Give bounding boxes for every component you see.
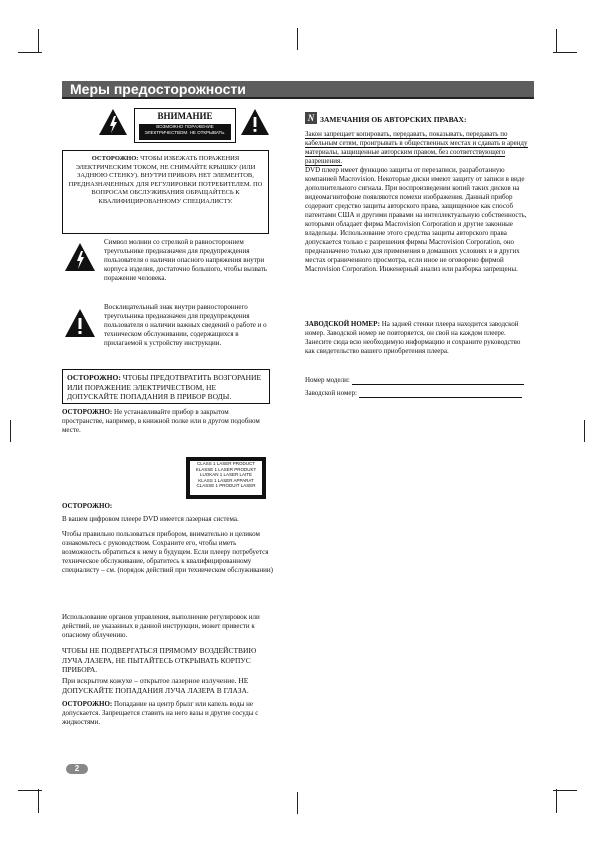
crop-mark <box>584 420 585 442</box>
fire-caution-box <box>62 369 270 404</box>
laser-label-line: KLASS 1 LASER APPARAT <box>198 477 254 483</box>
crop-mark <box>18 790 42 791</box>
bookcase-caution <box>62 408 272 435</box>
crop-mark <box>297 792 298 814</box>
fire-caution-body: ЧТОБЫ ПРЕДОТВРАТИТЬ ВОЗГОРАНИЕ ИЛИ ПОРАЖЕНИЕ ЭЛЕКТРИЧЕСТВОМ, НЕ ДОПУСКАЙТЕ ПОПАДАНИЯ В ПРИБОР ВОДЫ. <box>67 373 262 401</box>
crop-mark <box>553 790 577 791</box>
crop-mark <box>553 52 577 53</box>
laser-label-line: CLASSE 1 PRODUIT LASER <box>196 483 256 488</box>
copyright-text: DVD плеер имеет функцию защиты от перезаписи, разработанную компанией Macrovision. Некоторые диски имеют защиту от записи в виде дополнительного сигнала. При воспроизведении копий таких дисков на видеомагнитофоне появляются помехи изображения. Данный прибор содержит средство защиты авторского права, защищенное как способ патентами США и другими правами на интеллектуальную собственность, которыми обладает фирма Macrovision Corporation и другие законные владельцы. Использование этого средства защиты авторского права допускается только с разрешения фирмы Macrovision Corporation, оно предназначено только для применения в домашних условиях и в других местах ограниченного просмотра, если иное не оговорено фирмой Macrovision Corporation. Инженерный анализ или разборка запрещены. <box>305 166 527 273</box>
serial-number-section <box>305 320 531 356</box>
copyright-title: ЗАМЕЧАНИЯ ОБ АВТОРСКИХ ПРАВАХ: <box>320 115 467 124</box>
laser-caution-p2: Чтобы правильно пользоваться прибором, внимательно и целиком ознакомьтесь с руководством. Сохраните его, чтобы иметь возможность обратиться к нему в будущем. Если плееру потребуется техническое обслуживание, обратитесь к квалифицированному специалисту – см. (порядок действий при техническом обслуживании) <box>62 530 273 574</box>
laser-caution-p4: ЧТОБЫ НЕ ПОДВЕРГАТЬСЯ ПРЯМОМУ ВОЗДЕЙСТВИЮ ЛУЧА ЛАЗЕРА, НЕ ПЫТАЙТЕСЬ ОТКРЫВАТЬ КОРПУС ПРИБОРА. <box>62 646 257 674</box>
caution-box-text <box>67 155 264 206</box>
page-number-badge <box>66 764 88 774</box>
laser-caution-p1: В вашем цифровом плеере DVD имеется лазерная система. <box>62 515 239 523</box>
section-header <box>62 81 534 99</box>
water-caution-body: Попадание на центр брызг или капель воды не допускается. Запрещается ставить на него вазы и другие сосуды с жидкостями. <box>62 700 259 726</box>
water-caution-label: ОСТОРОЖНО: <box>62 700 113 708</box>
serial-number-line <box>305 389 535 398</box>
model-number-line <box>305 376 535 385</box>
laser-label-line: LUOKAN 1 LASER LAITE <box>199 472 253 477</box>
warning-subtitle: ВОЗМОЖНО ПОРАЖЕНИЕ ЭЛЕКТРИЧЕСТВОМ. НЕ ОТКРЫВАТЬ. <box>139 124 231 140</box>
page-number: 2 <box>74 764 80 773</box>
warning-box <box>134 108 236 143</box>
fire-caution-label: ОСТОРОЖНО: <box>67 373 121 382</box>
lightning-symbol-description: Символ молнии со стрелкой в равностороннем треугольнике предназначен для предупреждения пользователя о наличии опасного напряжения внутри корпуса изделия, достаточно большого, чтобы вызвать поражение человека. <box>104 238 267 282</box>
laser-label-inner <box>190 461 262 495</box>
water-caution <box>62 700 274 727</box>
crop-mark <box>556 789 557 813</box>
exclamation-warning-icon <box>240 108 270 136</box>
lightning-symbol-icon <box>64 242 96 272</box>
fire-caution-text <box>67 373 267 402</box>
crop-mark <box>297 28 298 50</box>
laser-label-line: CLASS 1 LASER PRODUCT <box>196 461 256 466</box>
laser-caution-p3: Использование органов управления, выполнение регулировок или действий, не указанных в данной инструкции, может привести к опасному облучению. <box>62 613 260 639</box>
caution-box-body: ЧТОБЫ ИЗБЕЖАТЬ ПОРАЖЕНИЯ ЭЛЕКТРИЧЕСКИМ ТОКОМ, НЕ СНИМАЙТЕ КРЫШКУ (ИЛИ ЗАДНЮЮ СТЕНКУ). ВНУТРИ ПРИБОРА НЕТ ЭЛЕМЕНТОВ, ПРЕДНАЗНАЧЕННЫХ ДЛЯ РЕГУЛИРОВКИ ПОТРЕБИТЕЛЕМ. ПО ВОПРОСАМ ОБСЛУЖИВАНИЯ ОБРАЩАЙТЕСЬ К КВАЛИФИЦИРОВАННОМУ СПЕЦИАЛИСТУ. <box>68 155 263 205</box>
serial-number-label: ЗАВОДСКОЙ НОМЕР: <box>305 320 380 328</box>
crop-mark <box>38 789 39 813</box>
crop-mark <box>556 29 557 53</box>
bookcase-caution-body: Не устанавливайте прибор в закрытом пространстве, например, в книжной полке или в другом подобном месте. <box>62 408 260 434</box>
warning-title: ВНИМАНИЕ <box>157 111 213 121</box>
serial-number-body: На задней стенки плеера находится заводской номер. Заводской номер не повторяется, он свой на каждом плеере. Занесите сюда всю необходимую информацию и сохраните руководство как свидетельство вашего приобретения плеера. <box>305 320 521 355</box>
model-number-field[interactable] <box>352 377 524 385</box>
caution-box-label: ОСТОРОЖНО: <box>91 155 139 162</box>
lightning-warning-icon <box>98 108 128 136</box>
serial-number-field[interactable] <box>359 390 522 398</box>
notes-icon: N <box>305 112 317 124</box>
laser-product-label <box>186 457 266 499</box>
copyright-underlined <box>305 130 531 166</box>
crop-mark <box>38 29 39 53</box>
crop-mark <box>18 52 42 53</box>
crop-mark <box>10 420 11 442</box>
exclamation-symbol-description: Восклицательный знак внутри равностороннего треугольника предназначен для предупреждения пользователя о наличии важных сведений о работе и о техническом обслуживании, содержащихся в прилагаемой к устройству инструкции. <box>104 303 267 347</box>
laser-caution-label: ОСТОРОЖНО: <box>62 502 113 510</box>
exclamation-symbol-icon <box>64 308 96 338</box>
caution-box <box>62 150 269 234</box>
model-number-label: Номер модели: <box>305 376 350 384</box>
laser-caution-p5: При вскрытом кожухе – открытое лазерное излучение. НЕ ДОПУСКАЙТЕ ПОПАДАНИЯ ЛУЧА ЛАЗЕРА В ГЛАЗА. <box>62 676 249 695</box>
page-title: Меры предосторожности <box>70 81 246 97</box>
copyright-underlined-text: Закон запрещает копировать, передавать, показывать, передавать по кабельным сетям, проигрывать в общественных местах и сдавать в аренду материалы, защищенные авторским правом, без соответствующего разрешения. <box>305 130 528 165</box>
serial-number-field-label: Заводской номер: <box>305 389 357 397</box>
laser-label-line: KLASSE 1 LASER PRODUKT <box>195 466 257 472</box>
bookcase-caution-label: ОСТОРОЖНО: <box>62 408 113 416</box>
